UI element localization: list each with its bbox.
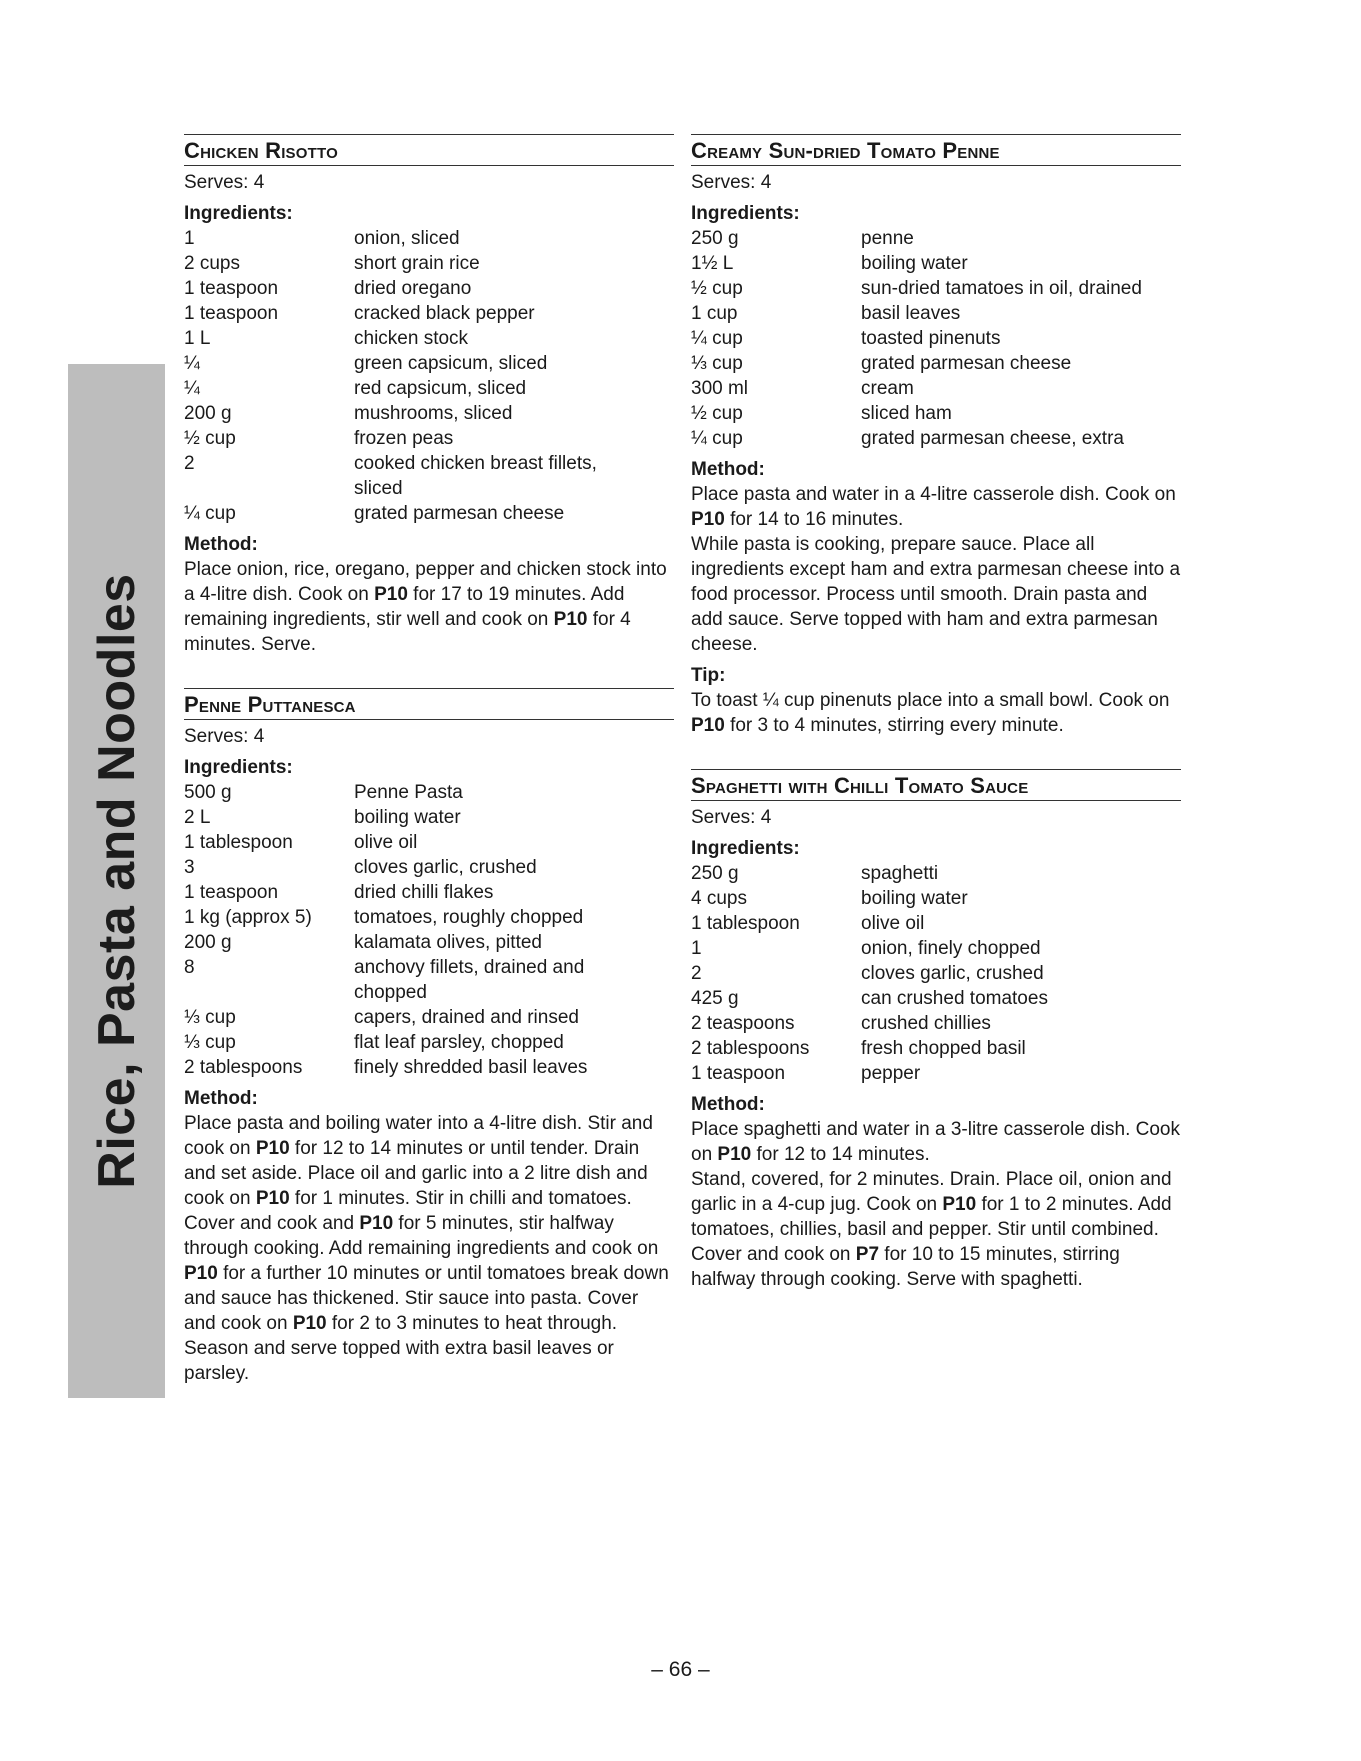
ingredient-row (691, 226, 1181, 251)
ingredient-row (691, 376, 1181, 401)
ingredients-heading: Ingredients: (691, 203, 800, 224)
power-level: P10 (255, 1188, 290, 1209)
ingredient-quantity: 2 tablespoons (691, 1038, 810, 1059)
ingredient-quantity: ¼ cup (691, 328, 743, 349)
ingredient-name: penne (861, 228, 914, 249)
power-level: P7 (855, 1244, 880, 1265)
ingredient-quantity: 2 teaspoons (691, 1013, 795, 1034)
recipe-penne-puttanesca (184, 688, 674, 1386)
ingredient-name: mushrooms, sliced (354, 403, 513, 424)
ingredient-name: cooked chicken breast fillets, (354, 453, 597, 474)
ingredient-name: grated parmesan cheese (354, 503, 565, 524)
method-text: Stand, covered, for 2 minutes. Drain. Place oil, onion and garlic in a 4-cup jug. Cook on P10 for 1 to 2 minutes. Add tomatoes, chillies, basil and pepper. Stir until combined. Cover and cook on P7 for 10 to 15 minutes, stirring halfway through cooking. Serve with spaghetti. (691, 1169, 1172, 1290)
ingredient-row (184, 855, 674, 880)
ingredient-quantity: 200 g (184, 403, 232, 424)
ingredient-row (184, 451, 674, 476)
ingredient-name: Penne Pasta (354, 782, 463, 803)
recipe-title: Chicken Risotto (184, 134, 674, 166)
ingredient-quantity: 4 cups (691, 888, 747, 909)
ingredient-name: red capsicum, sliced (354, 378, 527, 399)
left-column (184, 134, 674, 1417)
power-level: P10 (374, 584, 408, 605)
ingredient-row (691, 961, 1181, 986)
ingredient-row (184, 780, 674, 805)
ingredient-quantity: 2 (184, 453, 195, 474)
ingredient-name: dried oregano (354, 278, 472, 299)
ingredient-quantity: ½ cup (184, 428, 236, 449)
ingredient-name: tomatoes, roughly chopped (354, 907, 584, 928)
ingredients-list (691, 226, 1181, 451)
ingredient-row (184, 426, 674, 451)
ingredient-quantity: ½ cup (691, 403, 743, 424)
ingredients-heading: Ingredients: (184, 757, 293, 778)
ingredient-name: olive oil (354, 832, 418, 853)
power-level: P10 (292, 1313, 327, 1334)
ingredient-name: anchovy fillets, drained and (354, 957, 585, 978)
method-text: Place onion, rice, oregano, pepper and chicken stock into a 4-litre dish. Cook on P10 for 17 to 19 minutes. Add remaining ingredients, stir well and cook on P10 for 4 minutes. Serve. (184, 559, 667, 655)
ingredient-row (184, 930, 674, 955)
ingredient-name: chopped (354, 982, 427, 1003)
power-level: P10 (255, 1138, 290, 1159)
ingredient-name: kalamata olives, pitted (354, 932, 542, 953)
ingredient-name: onion, finely chopped (861, 938, 1041, 959)
ingredient-quantity: 2 (691, 963, 702, 984)
ingredient-row (691, 351, 1181, 376)
method-heading: Method: (184, 534, 258, 555)
recipe-spaghetti-chilli-tomato (691, 769, 1181, 1292)
ingredient-row (184, 351, 674, 376)
tip-text: To toast ¼ cup pinenuts place into a small bowl. Cook on P10 for 3 to 4 minutes, stirring every minute. (691, 690, 1170, 736)
ingredient-quantity: 300 ml (691, 378, 749, 399)
ingredient-quantity: 1 (184, 228, 195, 249)
ingredient-row (184, 326, 674, 351)
ingredient-name: frozen peas (354, 428, 454, 449)
ingredient-quantity: ⅓ cup (691, 353, 743, 374)
ingredient-quantity: 1 teaspoon (691, 1063, 786, 1084)
ingredient-quantity: 2 tablespoons (184, 1057, 303, 1078)
ingredients-heading: Ingredients: (691, 838, 800, 859)
ingredient-name: crushed chillies (861, 1013, 991, 1034)
ingredient-row (184, 880, 674, 905)
ingredient-quantity: 8 (184, 957, 195, 978)
ingredient-quantity: 1 L (184, 328, 211, 349)
method-heading: Method: (691, 1094, 765, 1115)
method-heading: Method: (184, 1088, 258, 1109)
method-text: Place pasta and water in a 4-litre casserole dish. Cook on P10 for 14 to 16 minutes. (691, 484, 1176, 530)
ingredient-row (184, 805, 674, 830)
side-tab (68, 364, 165, 1398)
ingredient-name: dried chilli flakes (354, 882, 494, 903)
ingredient-row (691, 326, 1181, 351)
ingredient-quantity: ⅓ cup (184, 1007, 236, 1028)
ingredient-row (184, 980, 674, 1005)
ingredient-name: chicken stock (354, 328, 469, 349)
ingredient-row (184, 955, 674, 980)
ingredient-quantity: ¼ (184, 353, 200, 374)
ingredient-row (691, 301, 1181, 326)
ingredient-row (184, 301, 674, 326)
ingredient-row (691, 1061, 1181, 1086)
ingredient-quantity: 500 g (184, 782, 232, 803)
serves: Serves: 4 (691, 172, 772, 193)
ingredient-quantity: 2 L (184, 807, 211, 828)
ingredient-name: toasted pinenuts (861, 328, 1001, 349)
ingredient-name: spaghetti (861, 863, 939, 884)
ingredient-quantity: ⅓ cup (184, 1032, 236, 1053)
method-text: While pasta is cooking, prepare sauce. Place all ingredients except ham and extra parmesan cheese into a food processor. Process until smooth. Drain pasta and add sauce. Serve topped with ham and extra parmesan cheese. (691, 534, 1181, 655)
ingredient-row (691, 886, 1181, 911)
ingredient-quantity: 1 kg (approx 5) (184, 907, 312, 928)
ingredient-row (184, 251, 674, 276)
ingredient-quantity: 200 g (184, 932, 232, 953)
ingredient-row (691, 861, 1181, 886)
ingredient-quantity: ¼ cup (184, 503, 236, 524)
ingredient-quantity: 1½ L (691, 253, 734, 274)
ingredient-quantity (184, 980, 354, 1005)
ingredient-name: grated parmesan cheese, extra (861, 428, 1124, 449)
ingredient-name: cloves garlic, crushed (354, 857, 537, 878)
page-number: – 66 – (651, 1658, 710, 1681)
ingredient-quantity: 1 tablespoon (184, 832, 293, 853)
ingredients-list (691, 861, 1181, 1086)
ingredient-quantity: 250 g (691, 228, 739, 249)
ingredient-name: cracked black pepper (354, 303, 535, 324)
ingredient-quantity: ¼ (184, 378, 200, 399)
ingredient-name: cloves garlic, crushed (861, 963, 1044, 984)
ingredient-row (691, 1036, 1181, 1061)
ingredient-name: sliced ham (861, 403, 952, 424)
ingredient-row (184, 226, 674, 251)
ingredient-quantity: 3 (184, 857, 195, 878)
ingredient-row (184, 476, 674, 501)
power-level: P10 (942, 1194, 977, 1215)
ingredients-list (184, 780, 674, 1080)
ingredient-name: sliced (354, 478, 403, 499)
ingredient-name: boiling water (861, 253, 968, 274)
ingredient-row (184, 1005, 674, 1030)
serves: Serves: 4 (184, 726, 265, 747)
ingredient-name: olive oil (861, 913, 925, 934)
ingredient-name: short grain rice (354, 253, 480, 274)
ingredient-row (184, 276, 674, 301)
ingredient-row (691, 1011, 1181, 1036)
ingredients-list (184, 226, 674, 526)
recipe-chicken-risotto (184, 134, 674, 657)
power-level: P10 (359, 1213, 394, 1234)
method-text: Place pasta and boiling water into a 4-litre dish. Stir and cook on P10 for 12 to 14 minutes or until tender. Drain and set aside. Place oil and garlic into a 2 litre dish and cook on P10 for 1 minutes. Stir in chilli and tomatoes. Cover and cook and P10 for 5 minutes, stir halfway through cooking. Add remaining ingredients and cook on P10 for a further 10 minutes or until tomatoes break down and sauce has thickened. Stir sauce into pasta. Cover and cook on P10 for 2 to 3 minutes to heat through. Season and serve topped with extra basil leaves or parsley. (184, 1113, 669, 1384)
ingredient-name: green capsicum, sliced (354, 353, 548, 374)
ingredient-quantity: ½ cup (691, 278, 743, 299)
ingredient-row (184, 501, 674, 526)
ingredient-row (184, 376, 674, 401)
ingredient-quantity: 1 cup (691, 303, 738, 324)
ingredient-name: boiling water (861, 888, 968, 909)
ingredient-quantity: 2 cups (184, 253, 240, 274)
power-level: P10 (553, 609, 588, 630)
ingredient-quantity (184, 476, 354, 501)
ingredient-quantity: 1 tablespoon (691, 913, 800, 934)
ingredient-row (691, 426, 1181, 451)
ingredient-row (691, 276, 1181, 301)
ingredient-name: pepper (861, 1063, 921, 1084)
ingredient-name: fresh chopped basil (861, 1038, 1026, 1059)
ingredient-name: basil leaves (861, 303, 961, 324)
ingredient-name: can crushed tomatoes (861, 988, 1048, 1009)
ingredient-row (184, 401, 674, 426)
ingredient-name: boiling water (354, 807, 461, 828)
ingredient-name: finely shredded basil leaves (354, 1057, 588, 1078)
ingredient-quantity: 1 teaspoon (184, 278, 279, 299)
ingredient-quantity: 1 (691, 938, 702, 959)
ingredient-row (691, 936, 1181, 961)
side-tab-label: Rice, Pasta and Noodles (87, 573, 146, 1189)
ingredient-quantity: 1 teaspoon (184, 882, 279, 903)
recipe-title: Spaghetti with Chilli Tomato Sauce (691, 769, 1181, 801)
power-level: P10 (184, 1263, 218, 1284)
tip-heading: Tip: (691, 665, 726, 686)
ingredient-name: capers, drained and rinsed (354, 1007, 579, 1028)
ingredient-quantity: ¼ cup (691, 428, 743, 449)
ingredient-quantity: 1 teaspoon (184, 303, 279, 324)
serves: Serves: 4 (691, 807, 772, 828)
ingredient-row (691, 986, 1181, 1011)
ingredient-quantity: 250 g (691, 863, 739, 884)
ingredient-row (184, 1055, 674, 1080)
recipe-title: Creamy Sun-dried Tomato Penne (691, 134, 1181, 166)
ingredient-row (184, 830, 674, 855)
ingredient-row (184, 905, 674, 930)
ingredient-name: flat leaf parsley, chopped (354, 1032, 564, 1053)
ingredient-row (691, 251, 1181, 276)
recipe-title: Penne Puttanesca (184, 688, 674, 720)
ingredient-row (691, 911, 1181, 936)
power-level: P10 (691, 715, 725, 736)
ingredient-name: grated parmesan cheese (861, 353, 1072, 374)
serves: Serves: 4 (184, 172, 265, 193)
power-level: P10 (691, 509, 725, 530)
ingredient-name: sun-dried tamatoes in oil, drained (861, 278, 1142, 299)
right-column (691, 134, 1181, 1323)
ingredients-heading: Ingredients: (184, 203, 293, 224)
ingredient-name: onion, sliced (354, 228, 460, 249)
power-level: P10 (717, 1144, 752, 1165)
method-text: Place spaghetti and water in a 3-litre casserole dish. Cook on P10 for 12 to 14 minutes. (691, 1119, 1180, 1165)
ingredient-quantity: 425 g (691, 988, 739, 1009)
ingredient-row (691, 401, 1181, 426)
ingredient-row (184, 1030, 674, 1055)
recipe-sun-dried-tomato-penne (691, 134, 1181, 738)
method-heading: Method: (691, 459, 765, 480)
ingredient-name: cream (861, 378, 914, 399)
